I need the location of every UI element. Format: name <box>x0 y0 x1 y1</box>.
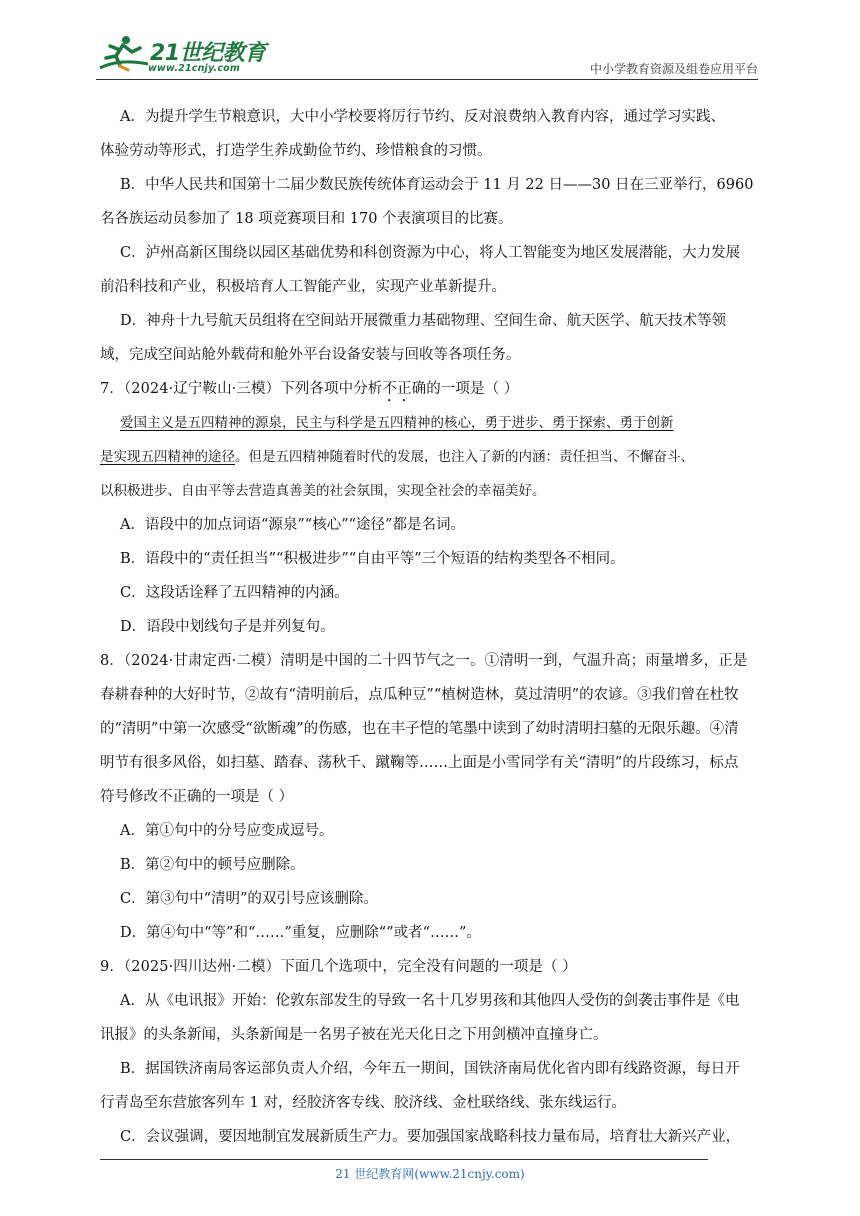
q8-option-c: C．第③句中“清明”的双引号应该删除。 <box>120 891 378 907</box>
option-a-line2: 体验劳动等形式，打造学生养成勤俭节约、珍惜粮食的习惯。 <box>100 143 492 159</box>
q8-option-b: B．第②句中的顿号应删除。 <box>120 857 305 873</box>
q8-option-d: D．第④句中“等”和“……”重复，应删除“”或者“……”。 <box>120 925 481 941</box>
q7-stem-pre: 7．（2024·辽宁鞍山·三模）下列各项中分析 <box>100 381 383 397</box>
q7-option-a: A．语段中的加点词语“源泉”“核心”“途径”都是名词。 <box>120 517 465 533</box>
q7-passage-underlined-1: 爱国主义是五四精神的源泉，民主与科学是五四精神的核心，勇于进步、勇于探索、勇于创新 <box>120 415 674 431</box>
footer-divider <box>100 1159 708 1160</box>
q9-option-b-line1: B．据国铁济南局客运部负责人介绍，今年五一期间，国铁济南局优化省内即有线路资源，每日开 <box>120 1061 740 1077</box>
q8-stem-line2: 春耕春种的大好时节，②故有“清明前后，点瓜种豆”“植树造林，莫过清明”的农谚。③我们曾在杜牧 <box>100 687 739 703</box>
q9-option-a-line1: A．从《电讯报》开始：伦敦东部发生的导致一名十几岁男孩和其他四人受伤的剑袭击事件是《电 <box>120 993 740 1009</box>
q8-stem-line1: 8．（2024·甘肃定西·二模）清明是中国的二十四节气之一。①清明一到，气温升高；雨量增多，正是 <box>100 653 748 669</box>
option-a-line1: A．为提升学生节粮意识，大中小学校要将厉行节约、反对浪费纳入教育内容，通过学习实践、 <box>120 109 725 125</box>
q8-stem-line4: 明节有很多风俗，如扫墓、踏春、荡秋千、蹴鞠等……上面是小雪同学有关“清明”的片段练习，标点 <box>100 755 739 771</box>
q7-passage-line1 <box>100 406 762 440</box>
q7-option-c: C．这段话诠释了五四精神的内涵。 <box>120 585 349 601</box>
question-7-stem <box>100 372 762 406</box>
q8-option-a: A．第①句中的分号应变成逗号。 <box>120 823 334 839</box>
q9-option-a-line2: 讯报》的头条新闻，头条新闻是一名男子被在光天化日之下用剑横冲直撞身亡。 <box>100 1027 608 1043</box>
option-d-line2: 域，完成空间站舱外载荷和舱外平台设备安装与回收等各项任务。 <box>100 347 521 363</box>
q7-passage-rest: 。但是五四精神随着时代的发展，也注入了新的内涵：责任担当、不懈奋斗、 <box>235 449 694 465</box>
option-c-line2: 前沿科技和产业，积极培育人工智能产业，实现产业革新提升。 <box>100 279 506 295</box>
option-b-line1: B．中华人民共和国第十二届少数民族传统体育运动会于 11 月 22 日——30 日在三亚举行，6960 <box>120 177 754 193</box>
header-divider <box>96 79 758 80</box>
q7-option-d: D．语段中划线句子是并列复句。 <box>120 619 335 635</box>
q7-passage-underlined-2: 是实现五四精神的途径 <box>100 449 235 465</box>
q7-stem-emphasis: 不正 <box>382 381 412 397</box>
option-b-line2: 名各族运动员参加了 18 项竞赛项目和 170 个表演项目的比赛。 <box>100 211 513 227</box>
q7-stem-post: 确的一项是（ ） <box>411 381 519 397</box>
q7-passage-line2 <box>100 440 762 474</box>
site-logo[interactable] <box>96 30 266 80</box>
q9-option-c-line1: C．会议强调，要因地制宜发展新质生产力。要加强国家战略科技力量布局，培育壮大新兴产业， <box>120 1129 741 1145</box>
runner-logo-icon <box>96 34 152 76</box>
logo-title: 21世纪教育 <box>150 41 266 66</box>
footer-link[interactable]: 21 世纪教育网(www.21cnjy.com) <box>335 1167 525 1181</box>
question-content <box>100 100 762 1154</box>
page-header <box>96 30 758 80</box>
q9-stem: 9．（2025·四川达州·二模）下面几个选项中，完全没有问题的一项是（ ） <box>100 959 577 975</box>
q7-option-b: B．语段中的“责任担当”“积极进步”“自由平等”三个短语的结构类型各不相同。 <box>120 551 625 567</box>
q8-stem-line3: 的“清明”中第一次感受“欲断魂”的伤感，也在丰子恺的笔墨中读到了幼时清明扫墓的无限乐趣。④清 <box>100 721 739 737</box>
platform-name: 中小学教育资源及组卷应用平台 <box>589 62 758 76</box>
option-c-line1: C．泸州高新区围绕以园区基础优势和科创资源为中心，将人工智能变为地区发展潜能，大力发展 <box>120 245 741 261</box>
logo-url: www.21cnjy.com <box>148 63 240 74</box>
q7-passage-line3: 以积极进步、自由平等去营造真善美的社会氛围，实现全社会的幸福美好。 <box>100 483 546 499</box>
option-d-line1: D．神舟十九号航天员组将在空间站开展微重力基础物理、空间生命、航天医学、航天技术等领 <box>120 313 727 329</box>
q9-option-b-line2: 行青岛至东营旅客列车 1 对，经胶济客专线、胶济线、金杜联络线、张东线运行。 <box>100 1095 626 1111</box>
q8-stem-line5: 符号修改不正确的一项是（ ） <box>100 789 294 805</box>
